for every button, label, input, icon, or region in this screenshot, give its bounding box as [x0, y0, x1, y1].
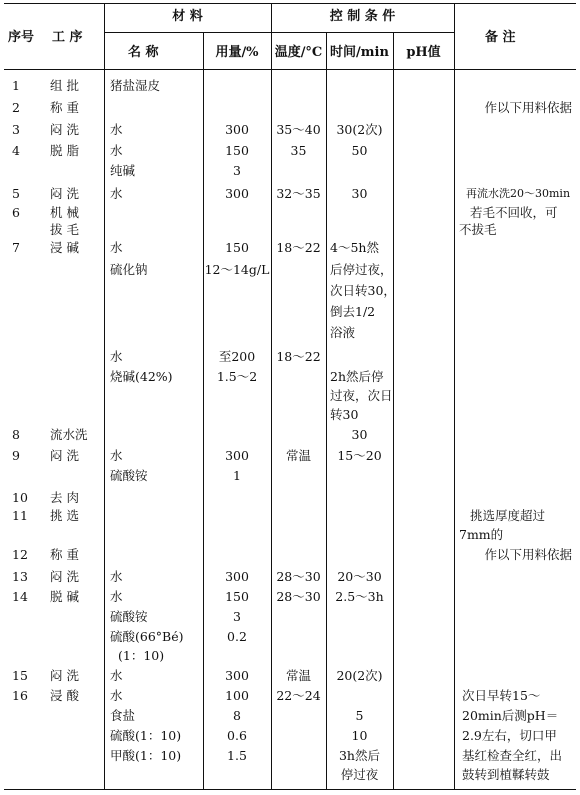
remark-cell: 鼓转到植鞣转鼓 — [462, 767, 550, 782]
time-cell: 次日转30， — [330, 283, 396, 298]
remark-cell: 7mm的 — [459, 527, 504, 542]
process-cell: 拔 毛 — [50, 222, 79, 237]
material-cell: 水 — [110, 122, 123, 137]
time-cell: 30 — [351, 186, 368, 201]
amount-cell: 0.6 — [227, 728, 247, 743]
header-bottom-rule — [4, 69, 576, 70]
temp-cell: 28～30 — [276, 589, 321, 604]
amount-cell: 1.5～2 — [216, 369, 258, 384]
time-cell: 50 — [351, 143, 368, 158]
seq-cell: 5 — [12, 186, 20, 201]
material-cell: (1：10) — [118, 648, 165, 663]
process-cell: 称 重 — [50, 547, 79, 562]
remark-cell: 20min后测pH＝ — [462, 708, 559, 723]
header-control: 控 制 条 件 — [329, 9, 396, 24]
table-top-rule — [4, 3, 576, 4]
temp-cell: 18～22 — [276, 349, 321, 364]
material-cell: 硫酸铵 — [110, 609, 148, 624]
time-cell: 5 — [355, 708, 364, 723]
amount-cell: 300 — [225, 448, 249, 463]
temp-cell: 28～30 — [276, 569, 321, 584]
amount-cell: 12～14g/L — [204, 262, 270, 277]
material-cell: 硫酸(1：10) — [110, 728, 182, 743]
time-cell: 过夜，次日 — [330, 388, 393, 403]
time-cell: 2.5～3h — [335, 589, 384, 604]
amount-cell: 300 — [225, 569, 249, 584]
header-remarks: 备 注 — [485, 30, 516, 45]
remark-cell: 若毛不回收，可 — [470, 205, 558, 220]
remark-cell: 基红检查全红，出 — [462, 748, 563, 763]
seq-cell: 13 — [12, 569, 28, 584]
temp-cell: 常温 — [285, 668, 311, 683]
time-cell: 浴液 — [330, 325, 356, 340]
temp-cell: 35～40 — [276, 122, 321, 137]
seq-cell: 10 — [12, 490, 28, 505]
seq-cell: 6 — [12, 205, 20, 220]
amount-cell: 1.5 — [227, 748, 247, 763]
remark-cell: 不拔毛 — [459, 222, 497, 237]
remark-cell: 作以下用料依据 — [484, 547, 572, 562]
seq-cell: 4 — [12, 143, 20, 158]
process-cell: 闷 洗 — [50, 569, 79, 584]
seq-cell: 9 — [12, 448, 20, 463]
process-cell: 浸 碱 — [50, 240, 79, 255]
time-cell: 转30 — [330, 407, 359, 422]
process-cell: 脱 脂 — [50, 143, 79, 158]
material-cell: 水 — [110, 448, 123, 463]
seq-cell: 1 — [12, 78, 20, 93]
time-cell: 30(2次) — [336, 122, 383, 137]
process-cell: 脱 碱 — [50, 589, 79, 604]
header-temp: 温度/°C — [274, 45, 323, 60]
process-cell: 流水洗 — [50, 427, 88, 442]
header-ph: pH值 — [406, 45, 441, 60]
time-cell: 停过夜 — [340, 767, 379, 782]
col-divider — [454, 3, 455, 789]
process-cell: 闷 洗 — [50, 448, 79, 463]
header-sub-rule — [104, 32, 454, 33]
material-cell: 烧碱(42%) — [110, 369, 173, 384]
time-cell: 后停过夜， — [330, 262, 393, 277]
amount-cell: 8 — [233, 708, 241, 723]
table-bottom-rule — [4, 789, 576, 790]
material-cell: 硫酸(66°Bé) — [110, 629, 184, 644]
seq-cell: 8 — [12, 427, 20, 442]
amount-cell: 0.2 — [227, 629, 247, 644]
col-divider — [104, 3, 105, 789]
seq-cell: 16 — [12, 688, 28, 703]
material-cell: 水 — [110, 569, 123, 584]
amount-cell: 1 — [233, 468, 241, 483]
material-cell: 食盐 — [110, 708, 136, 723]
amount-cell: 150 — [225, 143, 249, 158]
process-cell: 去 肉 — [50, 490, 79, 505]
amount-cell: 至200 — [218, 349, 256, 364]
material-cell: 硫化钠 — [110, 262, 148, 277]
seq-cell: 15 — [12, 668, 28, 683]
header-material-name: 名 称 — [128, 45, 159, 60]
process-cell: 闷 洗 — [50, 122, 79, 137]
seq-cell: 3 — [12, 122, 20, 137]
amount-cell: 150 — [225, 240, 249, 255]
temp-cell: 22～24 — [276, 688, 321, 703]
material-cell: 水 — [110, 349, 123, 364]
process-cell: 机 械 — [50, 205, 79, 220]
seq-cell: 14 — [12, 589, 28, 604]
amount-cell: 100 — [225, 688, 249, 703]
header-time: 时间/min — [330, 45, 389, 60]
seq-cell: 2 — [12, 100, 20, 115]
process-cell: 称 重 — [50, 100, 79, 115]
temp-cell: 32～35 — [276, 186, 321, 201]
time-cell: 倒去1/2 — [330, 304, 376, 319]
temp-cell: 常温 — [285, 448, 311, 463]
amount-cell: 300 — [225, 186, 249, 201]
header-amount: 用量/% — [215, 45, 259, 60]
material-cell: 猪盐湿皮 — [110, 78, 161, 93]
material-cell: 水 — [110, 240, 123, 255]
amount-cell: 3 — [233, 609, 241, 624]
remark-cell: 2.9左右，切口甲 — [462, 728, 557, 743]
time-cell: 4～5h然 — [330, 240, 379, 255]
time-cell: 20～30 — [337, 569, 382, 584]
col-divider — [393, 32, 394, 789]
material-cell: 水 — [110, 688, 123, 703]
material-cell: 水 — [110, 143, 123, 158]
amount-cell: 150 — [225, 589, 249, 604]
time-cell: 15～20 — [337, 448, 382, 463]
amount-cell: 3 — [233, 163, 241, 178]
header-materials: 材 料 — [172, 9, 203, 24]
temp-cell: 35 — [290, 143, 307, 158]
process-cell: 浸 酸 — [50, 688, 79, 703]
material-cell: 硫酸铵 — [110, 468, 148, 483]
time-cell: 10 — [351, 728, 368, 743]
time-cell: 30 — [351, 427, 368, 442]
amount-cell: 300 — [225, 668, 249, 683]
material-cell: 纯碱 — [110, 163, 136, 178]
process-cell: 组 批 — [50, 78, 79, 93]
seq-cell: 7 — [12, 240, 20, 255]
temp-cell: 18～22 — [276, 240, 321, 255]
material-cell: 水 — [110, 186, 123, 201]
material-cell: 甲酸(1：10) — [110, 748, 182, 763]
remark-cell: 再流水洗20～30min — [466, 187, 571, 200]
remark-cell: 次日早转15～ — [462, 688, 541, 703]
amount-cell: 300 — [225, 122, 249, 137]
material-cell: 水 — [110, 589, 123, 604]
seq-cell: 12 — [12, 547, 28, 562]
header-seq: 序号 — [8, 30, 35, 45]
header-process: 工 序 — [52, 30, 83, 45]
time-cell: 2h然后停 — [330, 369, 384, 384]
seq-cell: 11 — [12, 508, 28, 523]
time-cell: 20(2次) — [336, 668, 383, 683]
process-cell: 挑 选 — [50, 508, 79, 523]
time-cell: 3h然后 — [338, 748, 380, 763]
remark-cell: 作以下用料依据 — [484, 100, 572, 115]
process-cell: 闷 洗 — [50, 186, 79, 201]
material-cell: 水 — [110, 668, 123, 683]
remark-cell: 挑选厚度超过 — [470, 508, 546, 523]
process-cell: 闷 洗 — [50, 668, 79, 683]
